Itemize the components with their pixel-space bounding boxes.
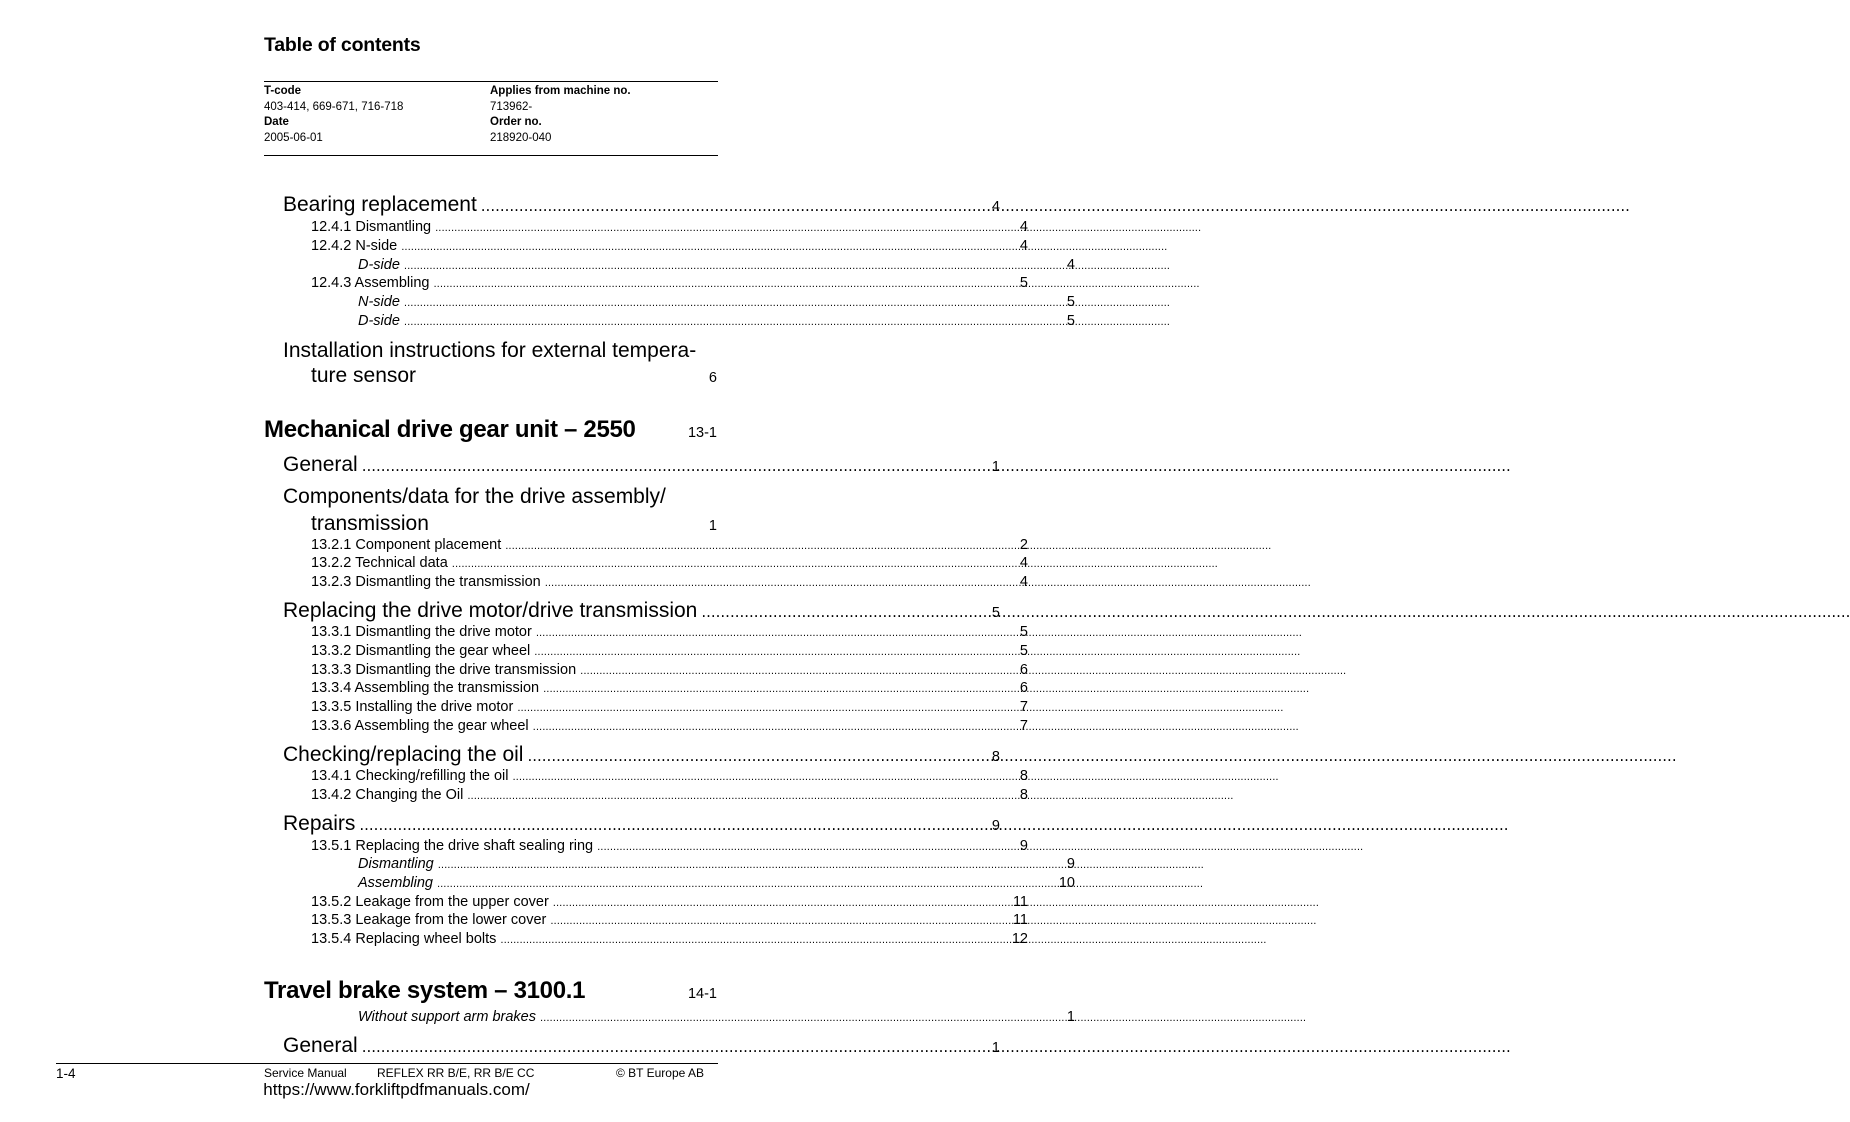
toc-entry-13-3-5[interactable]: 13.3.5 Installing the drive motor ..... 7 <box>0 699 1028 715</box>
toc-entry-13-5-1-dismantling[interactable]: Dismantling ..... 9 <box>0 856 1075 872</box>
footer-copyright: © BT Europe AB <box>616 1066 705 1080</box>
toc-entry-components-line1: Components/data for the drive assembly/ <box>283 485 666 508</box>
page-title: Table of contents <box>264 34 421 56</box>
toc-entry-13-4-1[interactable]: 13.4.1 Checking/refilling the oil ..... 8 <box>0 768 1028 784</box>
footer-manual: Service Manual <box>264 1066 347 1080</box>
toc-entry-repairs[interactable]: Repairs ..... 9 <box>0 812 1000 836</box>
tcode-value: 403-414, 669-671, 716-718 <box>264 100 404 113</box>
footer-model: REFLEX RR B/E, RR B/E CC <box>377 1066 535 1080</box>
toc-entry-13-3-2[interactable]: 13.3.2 Dismantling the gear wheel ..... 5 <box>0 643 1028 659</box>
toc-entry-install-line1: Installation instructions for external tempera- <box>283 339 697 362</box>
footer-rule <box>56 1063 718 1064</box>
order-label: Order no. <box>490 116 542 128</box>
toc-entry-12-4-3-nside[interactable]: N-side ..... 5 <box>0 294 1075 310</box>
toc-entry-13-5-1[interactable]: 13.5.1 Replacing the drive shaft sealing ring ..... 9 <box>0 838 1028 854</box>
toc-entry-12-4-1[interactable]: 12.4.1 Dismantling ..... 4 <box>0 219 1028 235</box>
toc-entry-install-page: 6 <box>708 370 717 386</box>
header-right-meta <box>490 84 631 146</box>
toc-entry-12-4-3[interactable]: 12.4.3 Assembling ..... 5 <box>0 275 1028 291</box>
toc-entry-13-3-6[interactable]: 13.3.6 Assembling the gear wheel ..... 7 <box>0 718 1028 734</box>
toc-entry-general-14[interactable]: General ..... 1 <box>0 1034 1000 1058</box>
footer-url[interactable]: https://www.forkliftpdfmanuals.com/ <box>263 1080 530 1099</box>
toc-entry-without-support-arm-brakes[interactable]: Without support arm brakes ..... 1 <box>0 1009 1075 1025</box>
toc-entry-13-4-2[interactable]: 13.4.2 Changing the Oil ..... 8 <box>0 787 1028 803</box>
header-left-meta <box>264 84 403 146</box>
date-label: Date <box>264 116 289 128</box>
header-top-rule <box>264 81 718 82</box>
toc-entry-13-2-3[interactable]: 13.2.3 Dismantling the transmission ..... 4 <box>0 574 1028 590</box>
toc-entry-replacing[interactable]: Replacing the drive motor/drive transmission ..... 5 <box>0 599 1000 623</box>
footer-page-number: 1-4 <box>56 1066 76 1081</box>
toc-entry-components-page: 1 <box>708 518 717 534</box>
toc-entry-13-3-1[interactable]: 13.3.1 Dismantling the drive motor ..... 5 <box>0 624 1028 640</box>
date-value: 2005-06-01 <box>264 131 323 144</box>
toc-entry-oil[interactable]: Checking/replacing the oil ..... 8 <box>0 743 1000 767</box>
toc-entry-install[interactable] <box>283 338 717 391</box>
toc-entry-12-4-2-dside[interactable]: D-side ..... 4 <box>0 257 1075 273</box>
toc-entry-12-4-2[interactable]: 12.4.2 N-side ..... 4 <box>0 238 1028 254</box>
applies-value: 713962- <box>490 100 533 113</box>
chapter-14-heading[interactable]: Travel brake system – 3100.1 14-1 <box>264 977 717 1004</box>
header-bottom-rule <box>264 155 718 156</box>
order-value: 218920-040 <box>490 131 552 144</box>
toc-entry-12-4-3-dside[interactable]: D-side ..... 5 <box>0 313 1075 329</box>
toc-entry-13-3-4[interactable]: 13.3.4 Assembling the transmission ..... 6 <box>0 680 1028 696</box>
toc-entry-13-5-4[interactable]: 13.5.4 Replacing wheel bolts ..... 12 <box>0 931 1028 947</box>
toc-entry-13-5-3[interactable]: 13.5.3 Leakage from the lower cover ..... 11 <box>0 912 1028 928</box>
chapter-13-heading[interactable]: Mechanical drive gear unit – 2550 13-1 <box>264 416 717 443</box>
toc-entry-bearing[interactable]: Bearing replacement ..... 4 <box>0 193 1000 217</box>
toc-entry-13-3-3[interactable]: 13.3.3 Dismantling the drive transmission ..... 6 <box>0 662 1028 678</box>
toc-entry-13-5-2[interactable]: 13.5.2 Leakage from the upper cover ..... 11 <box>0 894 1028 910</box>
toc-entry-components[interactable] <box>283 484 717 539</box>
tcode-label: T-code <box>264 85 302 97</box>
toc-entry-components-line2: transmission <box>311 512 429 535</box>
toc-entry-13-2-1[interactable]: 13.2.1 Component placement ..... 2 <box>0 537 1028 553</box>
toc-entry-13-5-1-assembling[interactable]: Assembling ..... 10 <box>0 875 1075 891</box>
toc-entry-install-line2: ture sensor <box>311 364 417 387</box>
toc-entry-general-13[interactable]: General ..... 1 <box>0 453 1000 477</box>
applies-label: Applies from machine no. <box>490 85 631 97</box>
toc-entry-13-2-2[interactable]: 13.2.2 Technical data ..... 4 <box>0 555 1028 571</box>
